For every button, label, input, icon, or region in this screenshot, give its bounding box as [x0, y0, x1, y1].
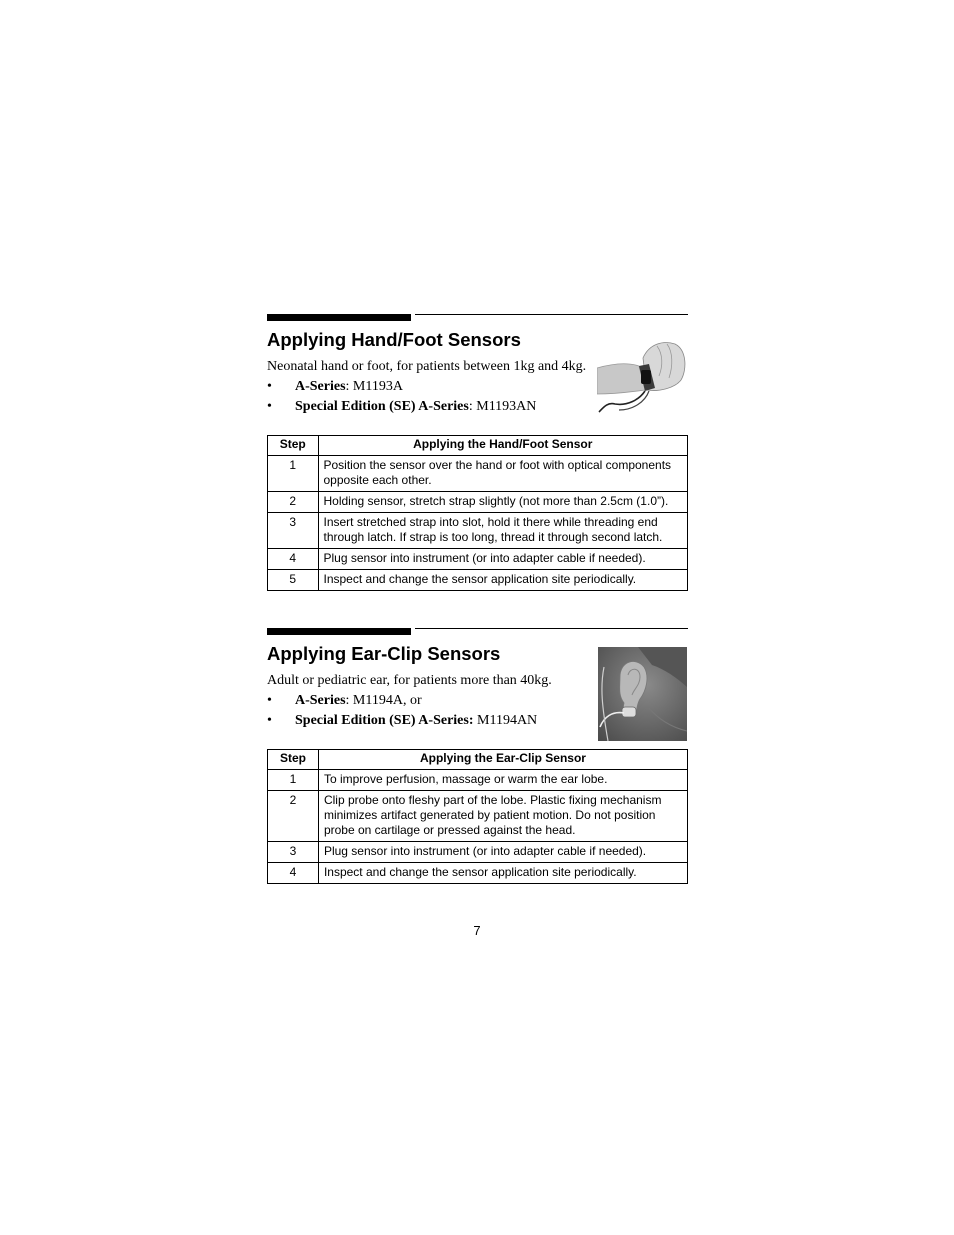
table-header: Step [268, 750, 319, 770]
step-text: Inspect and change the sensor application site periodically. [318, 570, 688, 591]
step-number: 5 [268, 570, 319, 591]
table-row [268, 492, 688, 513]
table-row [268, 549, 688, 570]
section-intro: Adult or pediatric ear, for patients more than 40kg. [267, 673, 552, 688]
steps-table [267, 749, 688, 884]
table-row [268, 770, 688, 791]
step-number: 1 [268, 456, 319, 492]
section-rule-thick [267, 314, 411, 321]
step-number: 2 [268, 492, 319, 513]
table-header-row [268, 750, 688, 770]
step-text: Holding sensor, stretch strap slightly (not more than 2.5cm (1.0”). [318, 492, 688, 513]
table-row [268, 570, 688, 591]
section-rule-thin [415, 628, 688, 629]
hand-foot-sensor-photo [597, 336, 689, 416]
table-row [268, 791, 688, 842]
bullet-bold: Special Edition (SE) A-Series: [295, 713, 474, 728]
table-row [268, 513, 688, 549]
step-text: Inspect and change the sensor application site periodically. [318, 863, 687, 884]
bullet-text: M1194AN [473, 713, 538, 728]
bullet-text: : M1193A [345, 379, 403, 394]
step-number: 3 [268, 513, 319, 549]
section-rule-thick [267, 628, 411, 635]
bullet-bold: A-Series [295, 693, 346, 708]
table-header-row [268, 436, 688, 456]
bullet-dot: • [267, 693, 272, 708]
section-ear-clip [267, 628, 688, 888]
table-header: Applying the Hand/Foot Sensor [318, 436, 688, 456]
step-number: 4 [268, 863, 319, 884]
page-number: 7 [473, 923, 481, 938]
section-title: Applying Hand/Foot Sensors [267, 329, 521, 350]
table-row [268, 456, 688, 492]
bullet-dot: • [267, 713, 272, 728]
step-text: Position the sensor over the hand or foot with optical components opposite each other. [318, 456, 688, 492]
table-row [268, 842, 688, 863]
step-number: 4 [268, 549, 319, 570]
table-header: Step [268, 436, 319, 456]
section-hand-foot [267, 314, 688, 594]
step-number: 3 [268, 842, 319, 863]
bullet-text: : M1193AN [468, 399, 537, 414]
bullet-dot: • [267, 399, 272, 414]
ear-clip-sensor-photo [598, 647, 687, 741]
section-title: Applying Ear-Clip Sensors [267, 643, 501, 664]
bullet-bold: Special Edition (SE) A-Series [295, 399, 469, 414]
section-intro: Neonatal hand or foot, for patients between 1kg and 4kg. [267, 359, 587, 374]
step-text: Plug sensor into instrument (or into adapter cable if needed). [318, 842, 687, 863]
step-text: Plug sensor into instrument (or into adapter cable if needed). [318, 549, 688, 570]
step-text: Clip probe onto fleshy part of the lobe. Plastic fixing mechanism minimizes artifact generated by patient motion. Do not position probe on cartilage or pressed against the head. [318, 791, 687, 842]
step-text: Insert stretched strap into slot, hold it there while threading end through latch. If strap is too long, thread it through second latch. [318, 513, 688, 549]
table-header: Applying the Ear-Clip Sensor [318, 750, 687, 770]
step-number: 2 [268, 791, 319, 842]
section-rule-thin [415, 314, 688, 315]
bullet-text: : M1194A, or [345, 693, 422, 708]
step-text: To improve perfusion, massage or warm the ear lobe. [318, 770, 687, 791]
step-number: 1 [268, 770, 319, 791]
bullet-dot: • [267, 379, 272, 394]
bullet-bold: A-Series [295, 379, 346, 394]
steps-table [267, 435, 688, 591]
table-row [268, 863, 688, 884]
